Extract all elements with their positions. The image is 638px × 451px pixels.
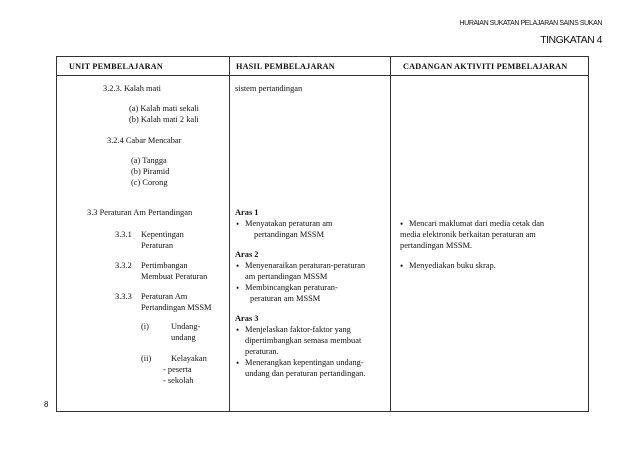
- aras-2-heading: Aras 2: [235, 250, 259, 259]
- aras-3-bullet-2: • Menerangkan kepentingan undang-: [245, 358, 364, 368]
- document-series-title: HURAIAN SUKATAN PELAJARAN SAINS SUKAN: [459, 20, 602, 27]
- unit-item-332-label-cont: Membuat Peraturan: [141, 272, 208, 281]
- unit-item-333-number: 3.3.3: [115, 292, 132, 301]
- unit-item-331-label: Kepentingan: [141, 230, 184, 239]
- aktiviti-cell: [391, 76, 589, 412]
- aras-2-bullet-1: • Menyenaraikan peraturan-peraturan: [245, 261, 365, 271]
- aktiviti-bullet-1-cont2: pertandingan MSSM.: [400, 241, 473, 250]
- aras-1-bullet-1: • Menyatakan peraturan am: [245, 219, 332, 229]
- unit-sub-ii-label: Kelayakan: [171, 354, 207, 363]
- aras-1-bullet-1-cont: pertandingan MSSM: [254, 230, 325, 239]
- unit-cell: [57, 76, 230, 412]
- aktiviti-bullet-2: • Menyediakan buku skrap.: [409, 261, 496, 271]
- table-body-row: [57, 76, 589, 412]
- unit-sub-i-label: Undang-: [171, 322, 201, 331]
- aras-3-bullet-2-cont: undang dan peraturan pertandingan.: [245, 369, 366, 378]
- aras-2-bullet-2-cont: peraturan am MSSM: [250, 294, 321, 303]
- unit-item-323: 3.2.3. Kalah mati: [103, 84, 161, 93]
- unit-sub-324b: (b) Piramid: [131, 167, 170, 176]
- unit-item-331-label-cont: Peraturan: [141, 241, 174, 250]
- col-header-hasil: HASIL PEMBELAJARAN: [230, 57, 391, 76]
- table-header-row: [57, 57, 589, 76]
- unit-sub-ii-number: (ii): [141, 354, 152, 363]
- col-header-aktiviti: CADANGAN AKTIVITI PEMBELAJARAN: [391, 57, 589, 76]
- aras-2-bullet-2: • Membincangkan peraturan-: [245, 283, 338, 293]
- unit-sub-i-label-cont: undang: [171, 333, 196, 342]
- aras-2-bullet-1-cont: am pertandingan MSSM: [245, 272, 328, 281]
- aras-3-bullet-1-cont2: peraturan.: [245, 347, 279, 356]
- unit-item-331-number: 3.3.1: [115, 230, 132, 239]
- hasil-top-text: sistem pertandingan: [235, 84, 303, 93]
- unit-sub-323b: (b) Kalah mati 2 kali: [129, 115, 199, 124]
- unit-item-33: 3.3 Peraturan Am Pertandingan: [87, 208, 193, 217]
- unit-item-333-label-cont: Pertandingan MSSM: [141, 303, 212, 312]
- hasil-cell: [230, 76, 391, 412]
- aras-1-heading: Aras 1: [235, 208, 259, 217]
- unit-sub-i-number: (i): [141, 322, 149, 331]
- aktiviti-bullet-1-cont: media elektronik berkaitan peraturan am: [400, 230, 536, 239]
- unit-item-324: 3.2.4 Cabar Mencabar: [107, 136, 182, 145]
- syllabus-table: [56, 56, 589, 412]
- unit-sub-324a: (a) Tangga: [131, 156, 167, 165]
- aras-3-bullet-1: • Menjelaskan faktor-faktor yang: [245, 325, 351, 335]
- unit-item-332-label: Pertimbangan: [141, 261, 188, 270]
- aktiviti-bullet-1: • Mencari maklumat dari media cetak dan: [409, 219, 544, 229]
- unit-sub-ii-peserta: - peserta: [163, 365, 192, 374]
- unit-sub-ii-sekolah: - sekolah: [163, 376, 194, 385]
- unit-item-333-label: Peraturan Am: [141, 292, 188, 301]
- col-header-unit: UNIT PEMBELAJARAN: [57, 57, 230, 76]
- aras-3-bullet-1-cont: dipertimbangkan semasa membuat: [245, 336, 362, 345]
- page-number: 8: [44, 400, 49, 409]
- unit-item-332-number: 3.3.2: [115, 261, 132, 270]
- unit-sub-324c: (c) Corong: [131, 178, 168, 187]
- aras-3-heading: Aras 3: [235, 314, 259, 323]
- unit-sub-323a: (a) Kalah mati sekali: [129, 104, 199, 113]
- form-level-title: TINGKATAN 4: [540, 34, 602, 46]
